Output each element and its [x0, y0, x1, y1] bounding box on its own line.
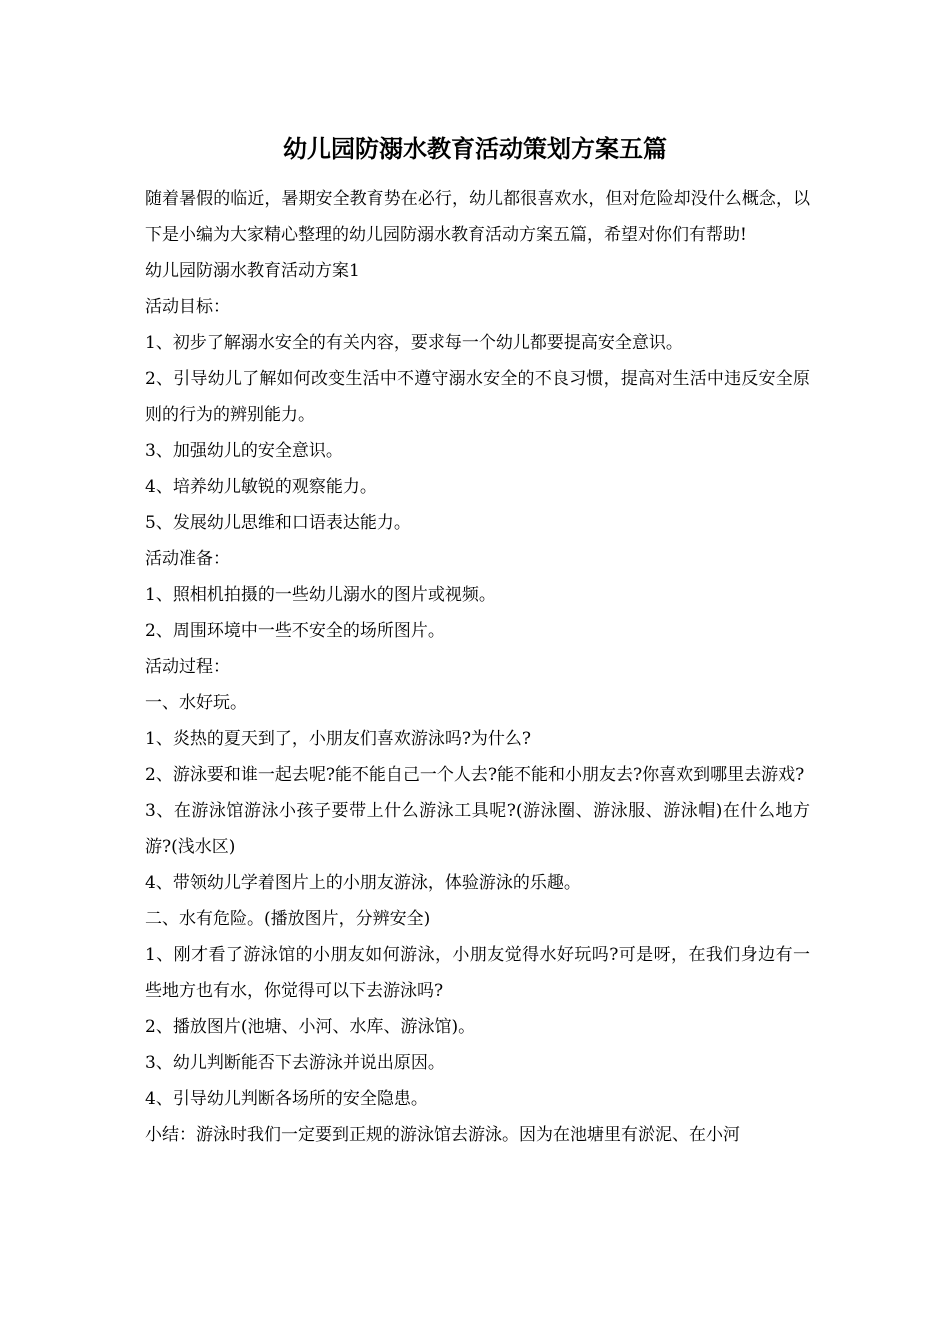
document-title: 幼儿园防溺水教育活动策划方案五篇	[283, 134, 667, 163]
paragraph-part-2-item-4: 4、引导幼儿判断各场所的安全隐患。	[145, 1089, 428, 1109]
paragraph-process-heading: 活动过程：	[145, 657, 230, 677]
paragraph-prep-1: 1、照相机拍摄的一些幼儿溺水的图片或视频。	[145, 585, 496, 605]
paragraph-summary: 小结：游泳时我们一定要到正规的游泳馆去游泳。因为在池塘里有淤泥、在小河	[145, 1125, 740, 1145]
paragraph-section-heading: 幼儿园防溺水教育活动方案1	[145, 261, 360, 281]
paragraph-goal-2: 2、引导幼儿了解如何改变生活中不遵守溺水安全的不良习惯，提高对生活中违反安全原则的行为的辨别能力。	[145, 369, 810, 425]
paragraph-part-2-item-1: 1、刚才看了游泳馆的小朋友如何游泳，小朋友觉得水好玩吗?可是呀，在我们身边有一些地方也有水，你觉得可以下去游泳吗?	[145, 945, 810, 1001]
paragraph-goal-5: 5、发展幼儿思维和口语表达能力。	[145, 513, 411, 533]
paragraph-goal-1: 1、初步了解溺水安全的有关内容，要求每一个幼儿都要提高安全意识。	[145, 333, 683, 353]
paragraph-goal-4: 4、培养幼儿敏锐的观察能力。	[145, 477, 377, 497]
paragraph-goals-heading: 活动目标：	[145, 297, 230, 317]
paragraph-part-1-item-1: 1、炎热的夏天到了，小朋友们喜欢游泳吗?为什么?	[145, 729, 532, 749]
paragraph-part-1-item-3: 3、在游泳馆游泳小孩子要带上什么游泳工具呢?(游泳圈、游泳服、游泳帽)在什么地方游?(浅水区)	[145, 801, 810, 857]
paragraph-part-1-item-2: 2、游泳要和谁一起去呢?能不能自己一个人去?能不能和小朋友去?你喜欢到哪里去游戏?	[145, 765, 805, 785]
paragraph-prep-2: 2、周围环境中一些不安全的场所图片。	[145, 621, 445, 641]
paragraph-part-1: 一、水好玩。	[145, 693, 247, 713]
paragraph-prep-heading: 活动准备：	[145, 549, 230, 569]
paragraph-intro: 随着暑假的临近，暑期安全教育势在必行，幼儿都很喜欢水，但对危险却没什么概念，以下是小编为大家精心整理的幼儿园防溺水教育活动方案五篇，希望对你们有帮助!	[145, 189, 810, 245]
paragraph-part-2-item-3: 3、幼儿判断能否下去游泳并说出原因。	[145, 1053, 445, 1073]
document-body	[145, 181, 810, 1153]
paragraph-part-2: 二、水有危险。(播放图片，分辨安全)	[145, 909, 431, 929]
paragraph-part-1-item-4: 4、带领幼儿学着图片上的小朋友游泳，体验游泳的乐趣。	[145, 873, 581, 893]
paragraph-goal-3: 3、加强幼儿的安全意识。	[145, 441, 343, 461]
paragraph-part-2-item-2: 2、播放图片(池塘、小河、水库、游泳馆)。	[145, 1017, 476, 1037]
